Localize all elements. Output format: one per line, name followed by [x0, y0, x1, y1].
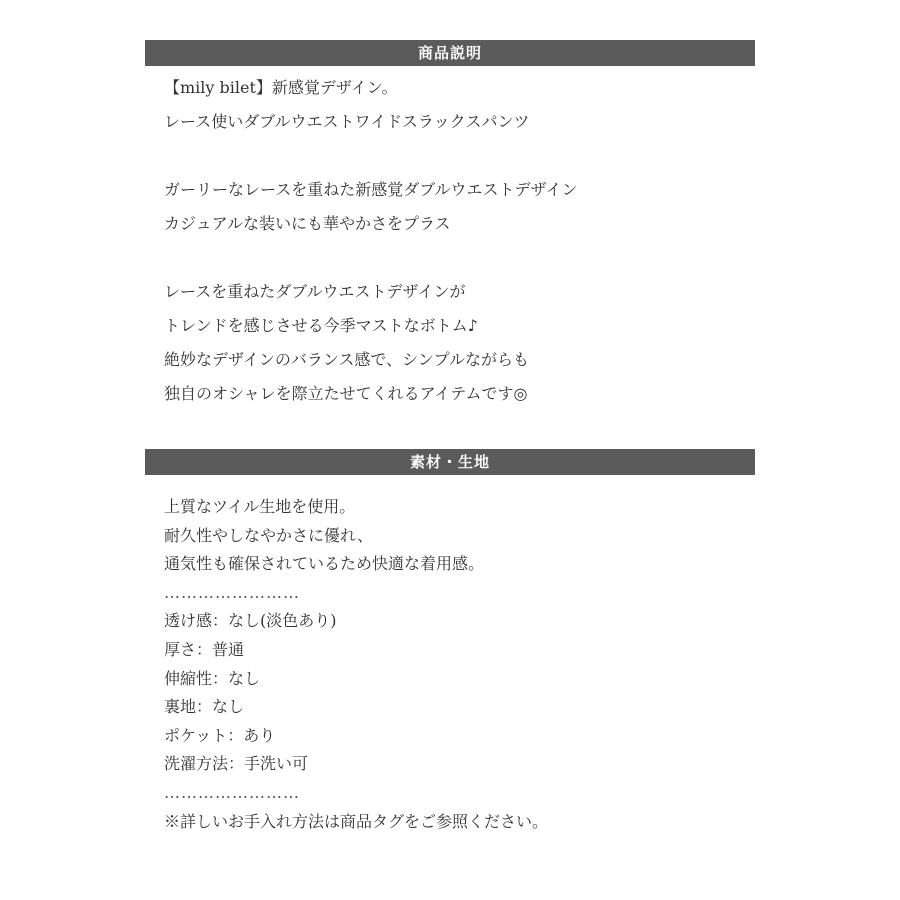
- dotted-separator: ……………………: [164, 582, 300, 602]
- description-line: トレンドを感じさせる今季マストなボトム♪: [164, 316, 478, 335]
- description-line: レースを重ねたダブルウエストデザインが: [164, 282, 466, 301]
- spec-pocket: ポケット：あり: [164, 725, 276, 745]
- description-line: 【mily bilet】新感覚デザイン。: [164, 78, 398, 97]
- description-section-header: 商品説明: [145, 40, 755, 66]
- description-line: ガーリーなレースを重ねた新感覚ダブルウエストデザイン: [164, 180, 578, 199]
- dotted-separator: ……………………: [164, 782, 300, 802]
- description-line: 絶妙なデザインのバランス感で、シンプルながらも: [164, 350, 530, 369]
- spec-thickness: 厚さ：普通: [164, 639, 245, 659]
- description-line: カジュアルな装いにも華やかさをプラス: [164, 214, 451, 233]
- description-line: レース使いダブルウエストワイドスラックスパンツ: [164, 112, 530, 131]
- description-body: [164, 71, 744, 411]
- material-intro-line: 通気性も確保されているため快適な着用感。: [164, 554, 485, 574]
- material-intro-line: 耐久性やしなやかさに優れ、: [164, 525, 373, 545]
- spec-washing: 洗濯方法：手洗い可: [164, 754, 309, 774]
- description-blank-line: [164, 139, 744, 173]
- care-note: ※詳しいお手入れ方法は商品タグをご参照ください。: [164, 811, 549, 831]
- material-section-header: 素材・生地: [145, 449, 755, 475]
- spec-see-through: 透け感：なし(淡色あり): [164, 611, 337, 631]
- spec-stretch: 伸縮性：なし: [164, 668, 261, 688]
- material-intro-line: 上質なツイル生地を使用。: [164, 497, 356, 516]
- description-line: 独自のオシャレを際立たせてくれるアイテムです◎: [164, 384, 528, 403]
- spec-lining: 裏地：なし: [164, 697, 245, 717]
- description-blank-line: [164, 241, 744, 275]
- material-body: [164, 493, 744, 836]
